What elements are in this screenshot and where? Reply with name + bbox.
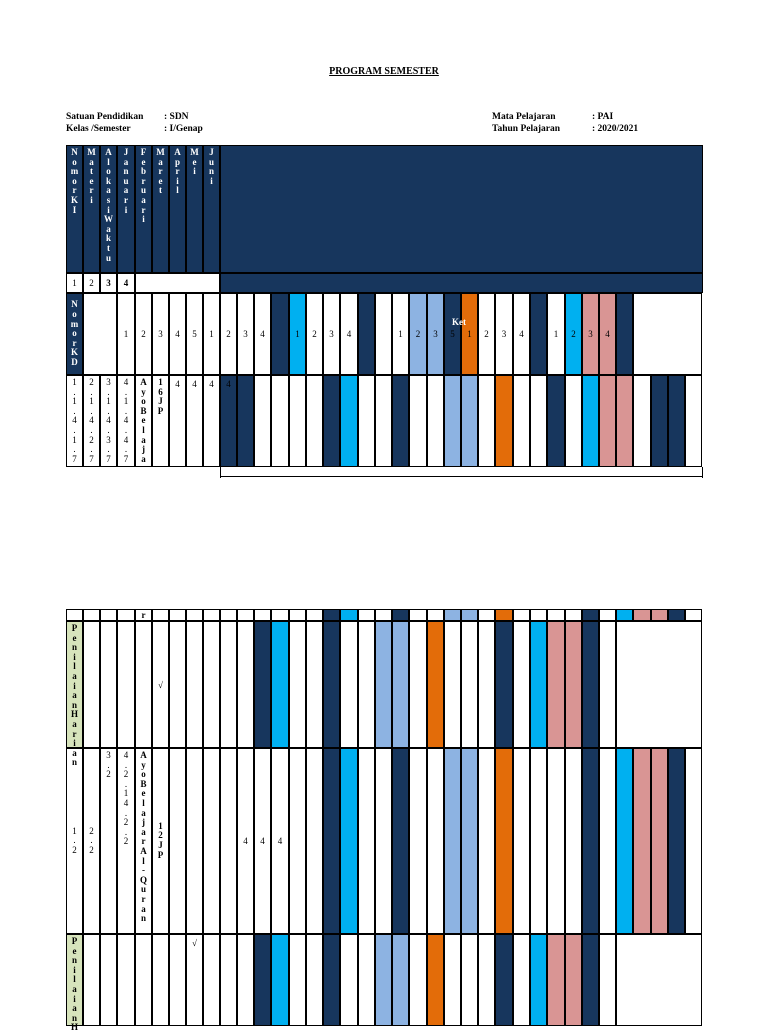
ph-week-cell (530, 934, 547, 1026)
info-kelas-label: Kelas /Semester (66, 124, 131, 134)
week-cell (409, 375, 427, 467)
cont-cell (83, 609, 100, 621)
week-cell (495, 748, 513, 934)
ph-week-cell (220, 934, 237, 1026)
cont-week-cell (582, 609, 599, 621)
cont-week-cell (375, 609, 392, 621)
week-cell: 4 (254, 748, 271, 934)
kd-cell: 3 . 1 . 4 . 3 . 7 (100, 375, 117, 467)
jp-cell (169, 748, 186, 934)
ph-week-cell (289, 621, 306, 748)
column-header-materi: M a t e r i (83, 145, 100, 273)
ph-week-cell (254, 934, 271, 1026)
cont-cell (186, 609, 203, 621)
cont-cell (152, 609, 169, 621)
kd-week-cell: 4 (254, 293, 271, 375)
week-cell (547, 748, 565, 934)
week-cell (599, 375, 616, 467)
week-number-cell: 5 (186, 293, 203, 375)
cont-week-cell (513, 609, 530, 621)
ph-cell (100, 621, 117, 748)
week-cell (651, 748, 668, 934)
ph-week-cell (375, 934, 392, 1026)
jp-cell (186, 748, 203, 934)
cont-week-cell (444, 609, 461, 621)
ph-week-cell (340, 934, 358, 1026)
kd-week-cell: 1 (289, 293, 306, 375)
kd-week-cell (530, 293, 547, 375)
week-number-cell: 1 (203, 293, 220, 375)
week-cell (427, 375, 444, 467)
ph-week-cell (254, 621, 271, 748)
kd-week-cell: 3 (323, 293, 340, 375)
week-cell (651, 375, 668, 467)
ph-week-cell (237, 621, 254, 748)
cont-cell (203, 609, 220, 621)
kd-week-cell: 1 (392, 293, 409, 375)
ph-week-cell (427, 934, 444, 1026)
kd-week-cell: 3 (582, 293, 599, 375)
week-cell (668, 375, 685, 467)
ph-week-cell (358, 934, 375, 1026)
week-cell (375, 748, 392, 934)
week-cell (392, 748, 409, 934)
info-tahun-value: : 2020/2021 (592, 124, 639, 134)
cont-week-cell (565, 609, 582, 621)
col-number-cell: 4 (117, 273, 135, 293)
week-cell (478, 375, 495, 467)
info-mapel-label: Mata Pelajaran (492, 112, 556, 122)
ph-week-cell (220, 621, 237, 748)
cont-week-cell (409, 609, 427, 621)
kd-cell: 4 . 2 . 1 4 . 2 . 2 (117, 748, 135, 934)
col-number-empty (135, 273, 220, 293)
kd-week-cell: 3 (237, 293, 254, 375)
ph-week-cell (375, 621, 392, 748)
week-cell (616, 748, 633, 934)
kd-week-cell: 4 (599, 293, 616, 375)
column-header-nomor-ki: N o m o r K I (66, 145, 83, 273)
kd-week-cell: 2 (409, 293, 427, 375)
kd-cell: 4 . 1 . 4 . 4 . 7 (117, 375, 135, 467)
ph-week-cell (565, 621, 582, 748)
kd-blank (83, 293, 117, 375)
week-cell: 4 (237, 748, 254, 934)
week-cell (358, 375, 375, 467)
cont-week-cell (478, 609, 495, 621)
ph-week-cell (271, 934, 289, 1026)
page-title: PROGRAM SEMESTER (329, 66, 439, 77)
cont-week-cell (358, 609, 375, 621)
cont-cell: r (135, 609, 152, 621)
ki-cell: 1 . 1 . 4 . 1 . 7 (66, 375, 83, 467)
week-cell (547, 375, 565, 467)
column-header-januari: J a n u a r i (117, 145, 135, 273)
cont-week-cell (323, 609, 340, 621)
cont-cell (66, 609, 83, 621)
week-cell (478, 748, 495, 934)
cont-week-cell (254, 609, 271, 621)
week-cell (461, 375, 478, 467)
cont-week-cell (220, 609, 237, 621)
ki-cell: 1 . 2 (66, 748, 83, 934)
kd-week-cell (375, 293, 392, 375)
week-cell (444, 748, 461, 934)
column-header-juni: J u n i (203, 145, 220, 273)
ket-label: Ket (452, 317, 466, 327)
ph-tail-cell (616, 621, 702, 748)
col-number-cell: 3 (100, 273, 117, 293)
ph-cell (135, 934, 152, 1026)
ph-week-cell (444, 621, 461, 748)
cont-week-cell (530, 609, 547, 621)
week-cell (461, 748, 478, 934)
week-number-cell: 4 (169, 293, 186, 375)
week-cell (220, 748, 237, 934)
ph-cell (135, 621, 152, 748)
info-satuan-label: Satuan Pendidikan (66, 112, 144, 122)
kd-week-cell (358, 293, 375, 375)
ph-week-cell (495, 621, 513, 748)
ph-cell: √ (186, 934, 203, 1026)
jp-cell: 4 (169, 375, 186, 467)
kd-week-cell: 2 (220, 293, 237, 375)
ph-week-cell (444, 934, 461, 1026)
kd-week-cell: 2 (306, 293, 323, 375)
kd-tail-cell (633, 293, 702, 375)
week-cell (530, 375, 547, 467)
ph-week-cell (513, 934, 530, 1026)
alokasi-cell: 1 6 J P (152, 375, 169, 467)
ph-week-cell (306, 934, 323, 1026)
week-cell (392, 375, 409, 467)
kd-week-cell: 3 (427, 293, 444, 375)
kd-week-cell: 2 (478, 293, 495, 375)
cont-week-cell (237, 609, 254, 621)
ph-cell: √ (152, 621, 169, 748)
cont-week-cell (289, 609, 306, 621)
ph-week-cell (392, 934, 409, 1026)
ph-week-cell (599, 934, 616, 1026)
week-cell (323, 748, 340, 934)
week-cell (444, 375, 461, 467)
kd-cell: 2 . 2 (83, 748, 100, 934)
week-cell (582, 375, 599, 467)
cont-week-cell (392, 609, 409, 621)
cont-cell (100, 609, 117, 621)
table-border-line (220, 476, 703, 477)
week-cell (306, 748, 323, 934)
column-header-maret: M a r e t (152, 145, 169, 273)
column-header-alokasi-waktu: A l o k a s i W a k t u (100, 145, 117, 273)
cont-week-cell (427, 609, 444, 621)
ph-week-cell (461, 934, 478, 1026)
materi-cell: A y o B e l a j a (135, 375, 152, 467)
week-cell (358, 748, 375, 934)
week-cell (582, 748, 599, 934)
kd-week-cell: 1 (461, 293, 478, 375)
cont-week-cell (616, 609, 633, 621)
cont-week-cell (271, 609, 289, 621)
ph-cell (117, 934, 135, 1026)
header-band-lower (220, 273, 703, 293)
week-cell (340, 375, 358, 467)
week-cell (254, 375, 271, 467)
ph-cell (203, 621, 220, 748)
cont-week-cell (633, 609, 651, 621)
week-cell (289, 375, 306, 467)
kd-week-cell (616, 293, 633, 375)
ph-cell (117, 621, 135, 748)
week-cell (685, 748, 702, 934)
info-satuan-value: : SDN (164, 112, 189, 122)
week-cell (599, 748, 616, 934)
week-cell (565, 375, 582, 467)
ph-week-cell (271, 621, 289, 748)
col-number-cell: 1 (66, 273, 83, 293)
ph-cell (83, 934, 100, 1026)
column-header-april: A p r i l (169, 145, 186, 273)
week-cell: 4 (271, 748, 289, 934)
alokasi-cell: 1 2 J P (152, 748, 169, 934)
week-cell (616, 375, 633, 467)
ph-week-cell (530, 621, 547, 748)
ph-tail-cell (616, 934, 702, 1026)
ph-week-cell (358, 621, 375, 748)
ph-week-cell (547, 621, 565, 748)
week-cell (685, 375, 702, 467)
cont-week-cell (340, 609, 358, 621)
week-number-cell: 1 (117, 293, 135, 375)
ph-week-cell (323, 621, 340, 748)
ph-cell (186, 621, 203, 748)
kd-week-cell: 3 (495, 293, 513, 375)
col-number-cell: 2 (83, 273, 100, 293)
week-cell (530, 748, 547, 934)
ph-week-cell (565, 934, 582, 1026)
cont-week-cell (306, 609, 323, 621)
ph-week-cell (340, 621, 358, 748)
ph-week-cell (409, 621, 427, 748)
cont-week-cell (668, 609, 685, 621)
week-cell (289, 748, 306, 934)
week-cell (513, 748, 530, 934)
cont-week-cell (547, 609, 565, 621)
ph-week-cell (582, 621, 599, 748)
ph-cell (152, 934, 169, 1026)
week-cell (271, 375, 289, 467)
week-cell (427, 748, 444, 934)
kd-week-cell (271, 293, 289, 375)
week-cell (237, 375, 254, 467)
ph-week-cell (478, 621, 495, 748)
column-header-februari: F e b r u a r i (135, 145, 152, 273)
week-number-cell: 2 (135, 293, 152, 375)
cont-cell (169, 609, 186, 621)
materi-cell: A y o B e l a j a r A l - Q u r a n (135, 748, 152, 934)
cont-cell (117, 609, 135, 621)
week-cell (375, 375, 392, 467)
ph-cell (100, 934, 117, 1026)
info-kelas-value: : I/Genap (164, 124, 203, 134)
cont-week-cell (685, 609, 702, 621)
week-cell (495, 375, 513, 467)
kd-week-cell: 5 (444, 293, 461, 375)
week-cell (323, 375, 340, 467)
cont-week-cell (495, 609, 513, 621)
ph-week-cell (599, 621, 616, 748)
ph-cell (169, 621, 186, 748)
ph-cell (83, 621, 100, 748)
week-cell (565, 748, 582, 934)
kd-header: N o m o r K D (66, 293, 83, 375)
kd-week-cell: 1 (547, 293, 565, 375)
ph-week-cell (495, 934, 513, 1026)
week-cell: 4 (220, 375, 237, 467)
ph-week-cell (427, 621, 444, 748)
column-header-mei: M e i (186, 145, 203, 273)
penilaian-label-cell: P e n i l a i a n H (66, 934, 83, 1026)
jp-cell: 4 (203, 375, 220, 467)
cont-week-cell (651, 609, 668, 621)
ph-week-cell (409, 934, 427, 1026)
kd-week-cell: 4 (340, 293, 358, 375)
week-cell (340, 748, 358, 934)
ph-week-cell (478, 934, 495, 1026)
ph-week-cell (461, 621, 478, 748)
week-cell (409, 748, 427, 934)
ph-week-cell (392, 621, 409, 748)
kd-week-cell: 4 (513, 293, 530, 375)
week-number-cell: 3 (152, 293, 169, 375)
ph-cell (169, 934, 186, 1026)
kd-week-cell: 2 (565, 293, 582, 375)
ph-week-cell (547, 934, 565, 1026)
week-cell (668, 748, 685, 934)
header-band (220, 145, 703, 273)
penilaian-label-cell: P e n i l a i a n H a r i a n (66, 621, 83, 748)
ph-week-cell (237, 934, 254, 1026)
week-cell (633, 748, 651, 934)
kd-cell: 3 . 2 (100, 748, 117, 934)
week-cell (633, 375, 651, 467)
info-mapel-value: : PAI (592, 112, 614, 122)
info-tahun-label: Tahun Pelajaran (492, 124, 561, 134)
jp-cell (203, 748, 220, 934)
ph-week-cell (323, 934, 340, 1026)
ph-week-cell (513, 621, 530, 748)
ph-week-cell (289, 934, 306, 1026)
cont-week-cell (599, 609, 616, 621)
week-cell (513, 375, 530, 467)
week-cell (306, 375, 323, 467)
kd-cell: 2 . 1 . 4 . 2 . 7 (83, 375, 100, 467)
ph-week-cell (306, 621, 323, 748)
jp-cell: 4 (186, 375, 203, 467)
ph-cell (203, 934, 220, 1026)
ph-week-cell (582, 934, 599, 1026)
cont-week-cell (461, 609, 478, 621)
